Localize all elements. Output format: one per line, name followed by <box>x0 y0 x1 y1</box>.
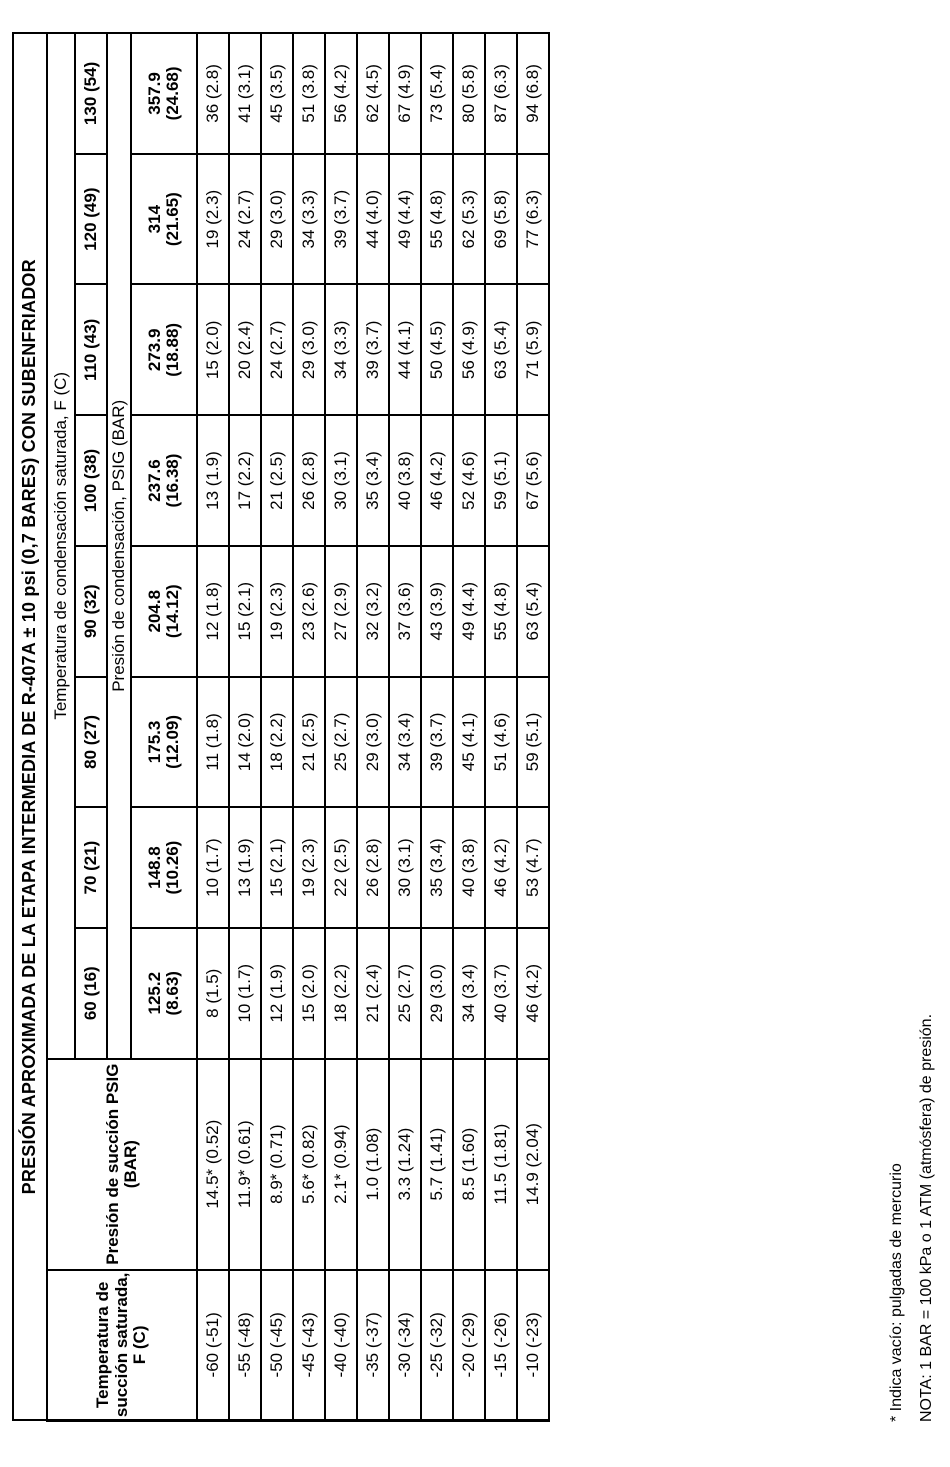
intermediate-pressure-cell: 26 (2.8) <box>293 415 325 546</box>
cond-pressure-psig: 148.8 <box>144 846 164 889</box>
intermediate-pressure-cell: 34 (3.4) <box>389 677 421 808</box>
intermediate-pressure-cell: 34 (3.4) <box>453 928 485 1059</box>
suction-pressure-cell: 5.7 (1.41) <box>421 1059 453 1270</box>
table-title: PRESIÓN APROXIMADA DE LA ETAPA INTERMEDIA DE R-407A ± 10 psi (0,7 BARES) CON SUBENFRIADOR <box>13 33 47 1421</box>
cond-pressure-bar: (8.63) <box>163 971 182 1016</box>
intermediate-pressure-cell: 12 (1.8) <box>197 546 229 677</box>
condensing-pressure-header: Presión de condensación, PSIG (BAR) <box>107 33 131 1059</box>
intermediate-pressure-cell: 49 (4.4) <box>389 154 421 285</box>
table-row <box>389 33 421 1421</box>
intermediate-pressure-cell: 73 (5.4) <box>421 33 453 154</box>
suction-temp-cell: -50 (-45) <box>261 1270 293 1421</box>
intermediate-pressure-cell: 20 (2.4) <box>229 285 261 416</box>
intermediate-pressure-cell: 13 (1.9) <box>229 807 261 928</box>
suction-temp-cell: -55 (-48) <box>229 1270 261 1421</box>
intermediate-pressure-cell: 55 (4.8) <box>485 546 517 677</box>
cond-pressure-bar: (24.68) <box>163 66 182 121</box>
cond-pressure-psig: 314 <box>144 204 164 234</box>
intermediate-pressure-cell: 67 (5.6) <box>517 415 549 546</box>
intermediate-pressure-cell: 63 (5.4) <box>485 285 517 416</box>
cond-temp-col: 80 (27) <box>75 677 107 808</box>
suction-pressure-cell: 11.9* (0.61) <box>229 1059 261 1270</box>
cond-pressure-bar: (14.12) <box>163 584 182 639</box>
intermediate-pressure-cell: 56 (4.9) <box>453 285 485 416</box>
intermediate-pressure-cell: 35 (3.4) <box>357 415 389 546</box>
table-row <box>517 33 549 1421</box>
cond-pressure-psig: 273.9 <box>144 328 164 372</box>
intermediate-pressure-cell: 21 (2.5) <box>293 677 325 808</box>
table-row <box>453 33 485 1421</box>
table-row <box>421 33 453 1421</box>
intermediate-pressure-cell: 13 (1.9) <box>197 415 229 546</box>
intermediate-pressure-cell: 40 (3.8) <box>389 415 421 546</box>
table-row <box>261 33 293 1421</box>
suction-pressure-cell: 8.9* (0.71) <box>261 1059 293 1270</box>
intermediate-pressure-cell: 46 (4.2) <box>421 415 453 546</box>
note-bar: NOTA: 1 BAR = 100 kPa o 1 ATM (atmósfera) de presión. <box>918 1013 935 1422</box>
cond-pressure-bar: (18.88) <box>163 322 182 377</box>
intermediate-pressure-cell: 32 (3.2) <box>357 546 389 677</box>
intermediate-pressure-cell: 40 (3.8) <box>453 807 485 928</box>
intermediate-pressure-cell: 53 (4.7) <box>517 807 549 928</box>
intermediate-pressure-cell: 11 (1.8) <box>197 677 229 808</box>
cond-pressure-col <box>131 807 197 928</box>
intermediate-pressure-cell: 18 (2.2) <box>325 928 357 1059</box>
intermediate-pressure-cell: 94 (6.8) <box>517 33 549 154</box>
cond-pressure-bar: (16.38) <box>163 453 182 508</box>
intermediate-pressure-cell: 41 (3.1) <box>229 33 261 154</box>
suction-temp-cell: -60 (-51) <box>197 1270 229 1421</box>
intermediate-pressure-cell: 17 (2.2) <box>229 415 261 546</box>
cond-pressure-col <box>131 154 197 285</box>
suction-temp-cell: -30 (-34) <box>389 1270 421 1421</box>
intermediate-pressure-cell: 22 (2.5) <box>325 807 357 928</box>
cond-temp-col: 100 (38) <box>75 415 107 546</box>
suction-temp-cell: -15 (-26) <box>485 1270 517 1421</box>
intermediate-pressure-cell: 30 (3.1) <box>325 415 357 546</box>
cond-temp-col: 120 (49) <box>75 154 107 285</box>
cond-pressure-psig: 237.6 <box>144 459 164 502</box>
table-row <box>485 33 517 1421</box>
intermediate-pressure-cell: 25 (2.7) <box>389 928 421 1059</box>
intermediate-pressure-cell: 29 (3.0) <box>421 928 453 1059</box>
suction-temp-cell: -10 (-23) <box>517 1270 549 1421</box>
suction-pressure-cell: 2.1* (0.94) <box>325 1059 357 1270</box>
intermediate-pressure-cell: 34 (3.3) <box>293 154 325 285</box>
intermediate-pressure-cell: 80 (5.8) <box>453 33 485 154</box>
table-row <box>293 33 325 1421</box>
intermediate-pressure-cell: 36 (2.8) <box>197 33 229 154</box>
intermediate-pressure-cell: 19 (2.3) <box>261 546 293 677</box>
condensing-temp-header: Temperatura de condensación saturada, F (C) <box>47 33 75 1059</box>
intermediate-pressure-cell: 8 (1.5) <box>197 928 229 1059</box>
intermediate-pressure-cell: 63 (5.4) <box>517 546 549 677</box>
cond-pressure-col <box>131 546 197 677</box>
intermediate-pressure-cell: 46 (4.2) <box>517 928 549 1059</box>
intermediate-pressure-cell: 77 (6.3) <box>517 154 549 285</box>
intermediate-pressure-cell: 59 (5.1) <box>485 415 517 546</box>
intermediate-pressure-cell: 62 (4.5) <box>357 33 389 154</box>
cond-pressure-col <box>131 928 197 1059</box>
intermediate-pressure-cell: 15 (2.0) <box>293 928 325 1059</box>
intermediate-pressure-cell: 40 (3.7) <box>485 928 517 1059</box>
cond-temp-col: 110 (43) <box>75 285 107 416</box>
cond-temp-col: 70 (21) <box>75 807 107 928</box>
cond-pressure-psig: 204.8 <box>144 589 164 633</box>
suction-pressure-cell: 3.3 (1.24) <box>389 1059 421 1270</box>
intermediate-pressure-cell: 30 (3.1) <box>389 807 421 928</box>
suction-pressure-cell: 5.6* (0.82) <box>293 1059 325 1270</box>
intermediate-pressure-cell: 46 (4.2) <box>485 807 517 928</box>
intermediate-pressure-cell: 14 (2.0) <box>229 677 261 808</box>
intermediate-pressure-cell: 69 (5.8) <box>485 154 517 285</box>
intermediate-pressure-cell: 50 (4.5) <box>421 285 453 416</box>
suction-pressure-cell: 11.5 (1.81) <box>485 1059 517 1270</box>
intermediate-pressure-cell: 19 (2.3) <box>197 154 229 285</box>
cond-pressure-col <box>131 285 197 416</box>
table-row <box>357 33 389 1421</box>
intermediate-pressure-cell: 15 (2.1) <box>261 807 293 928</box>
intermediate-pressure-cell: 35 (3.4) <box>421 807 453 928</box>
table-row <box>197 33 229 1421</box>
intermediate-pressure-cell: 45 (3.5) <box>261 33 293 154</box>
intermediate-pressure-cell: 23 (2.6) <box>293 546 325 677</box>
intermediate-pressure-cell: 10 (1.7) <box>229 928 261 1059</box>
intermediate-pressure-cell: 39 (3.7) <box>421 677 453 808</box>
intermediate-pressure-cell: 39 (3.7) <box>325 154 357 285</box>
suction-pressure-header: Presión de succión PSIG (BAR) <box>47 1059 197 1270</box>
intermediate-pressure-cell: 12 (1.9) <box>261 928 293 1059</box>
intermediate-pressure-cell: 19 (2.3) <box>293 807 325 928</box>
cond-pressure-psig: 357.9 <box>144 72 164 115</box>
cond-pressure-bar: (10.26) <box>163 840 182 895</box>
cond-pressure-col <box>131 677 197 808</box>
table-row <box>325 33 357 1421</box>
intermediate-pressure-cell: 18 (2.2) <box>261 677 293 808</box>
intermediate-pressure-cell: 29 (3.0) <box>357 677 389 808</box>
intermediate-pressure-cell: 45 (4.1) <box>453 677 485 808</box>
intermediate-pressure-cell: 21 (2.4) <box>357 928 389 1059</box>
suction-pressure-cell: 14.5* (0.52) <box>197 1059 229 1270</box>
suction-temp-cell: -40 (-40) <box>325 1270 357 1421</box>
intermediate-pressure-cell: 37 (3.6) <box>389 546 421 677</box>
cond-pressure-bar: (12.09) <box>163 714 182 769</box>
suction-temp-cell: -35 (-37) <box>357 1270 389 1421</box>
intermediate-pressure-cell: 24 (2.7) <box>261 285 293 416</box>
cond-pressure-bar: (21.65) <box>163 192 182 247</box>
cond-pressure-col <box>131 415 197 546</box>
intermediate-pressure-cell: 62 (5.3) <box>453 154 485 285</box>
cond-temp-col: 60 (16) <box>75 928 107 1059</box>
cond-temp-col: 130 (54) <box>75 33 107 154</box>
intermediate-pressure-cell: 15 (2.1) <box>229 546 261 677</box>
intermediate-pressure-cell: 51 (4.6) <box>485 677 517 808</box>
suction-temp-cell: -45 (-43) <box>293 1270 325 1421</box>
intermediate-pressure-cell: 43 (3.9) <box>421 546 453 677</box>
intermediate-pressure-cell: 51 (3.8) <box>293 33 325 154</box>
suction-temp-cell: -20 (-29) <box>453 1270 485 1421</box>
intermediate-pressure-cell: 56 (4.2) <box>325 33 357 154</box>
intermediate-pressure-cell: 71 (5.9) <box>517 285 549 416</box>
intermediate-pressure-cell: 25 (2.7) <box>325 677 357 808</box>
intermediate-pressure-cell: 24 (2.7) <box>229 154 261 285</box>
suction-temp-header: Temperatura de succión saturada, F (C) <box>47 1270 197 1421</box>
intermediate-pressure-cell: 44 (4.1) <box>389 285 421 416</box>
intermediate-pressure-cell: 10 (1.7) <box>197 807 229 928</box>
intermediate-pressure-cell: 15 (2.0) <box>197 285 229 416</box>
intermediate-pressure-cell: 87 (6.3) <box>485 33 517 154</box>
intermediate-pressure-cell: 29 (3.0) <box>261 154 293 285</box>
intermediate-pressure-cell: 52 (4.6) <box>453 415 485 546</box>
intermediate-pressure-cell: 49 (4.4) <box>453 546 485 677</box>
intermediate-pressure-cell: 27 (2.9) <box>325 546 357 677</box>
note-vacuum: * Indica vacío: pulgadas de mercurio <box>888 1163 905 1422</box>
cond-pressure-psig: 175.3 <box>144 720 164 764</box>
intermediate-pressure-cell: 67 (4.9) <box>389 33 421 154</box>
intermediate-pressure-cell: 55 (4.8) <box>421 154 453 285</box>
suction-temp-cell: -25 (-32) <box>421 1270 453 1421</box>
intermediate-pressure-cell: 34 (3.3) <box>325 285 357 416</box>
cond-pressure-psig: 125.2 <box>144 971 164 1015</box>
intermediate-pressure-cell: 29 (3.0) <box>293 285 325 416</box>
table-row <box>229 33 261 1421</box>
intermediate-pressure-cell: 21 (2.5) <box>261 415 293 546</box>
suction-pressure-cell: 1.0 (1.08) <box>357 1059 389 1270</box>
cond-pressure-col <box>131 33 197 154</box>
intermediate-pressure-cell: 26 (2.8) <box>357 807 389 928</box>
suction-pressure-cell: 14.9 (2.04) <box>517 1059 549 1270</box>
intermediate-pressure-cell: 59 (5.1) <box>517 677 549 808</box>
suction-pressure-cell: 8.5 (1.60) <box>453 1059 485 1270</box>
pressure-table <box>12 32 550 1422</box>
intermediate-pressure-cell: 39 (3.7) <box>357 285 389 416</box>
intermediate-pressure-cell: 44 (4.0) <box>357 154 389 285</box>
cond-temp-col: 90 (32) <box>75 546 107 677</box>
